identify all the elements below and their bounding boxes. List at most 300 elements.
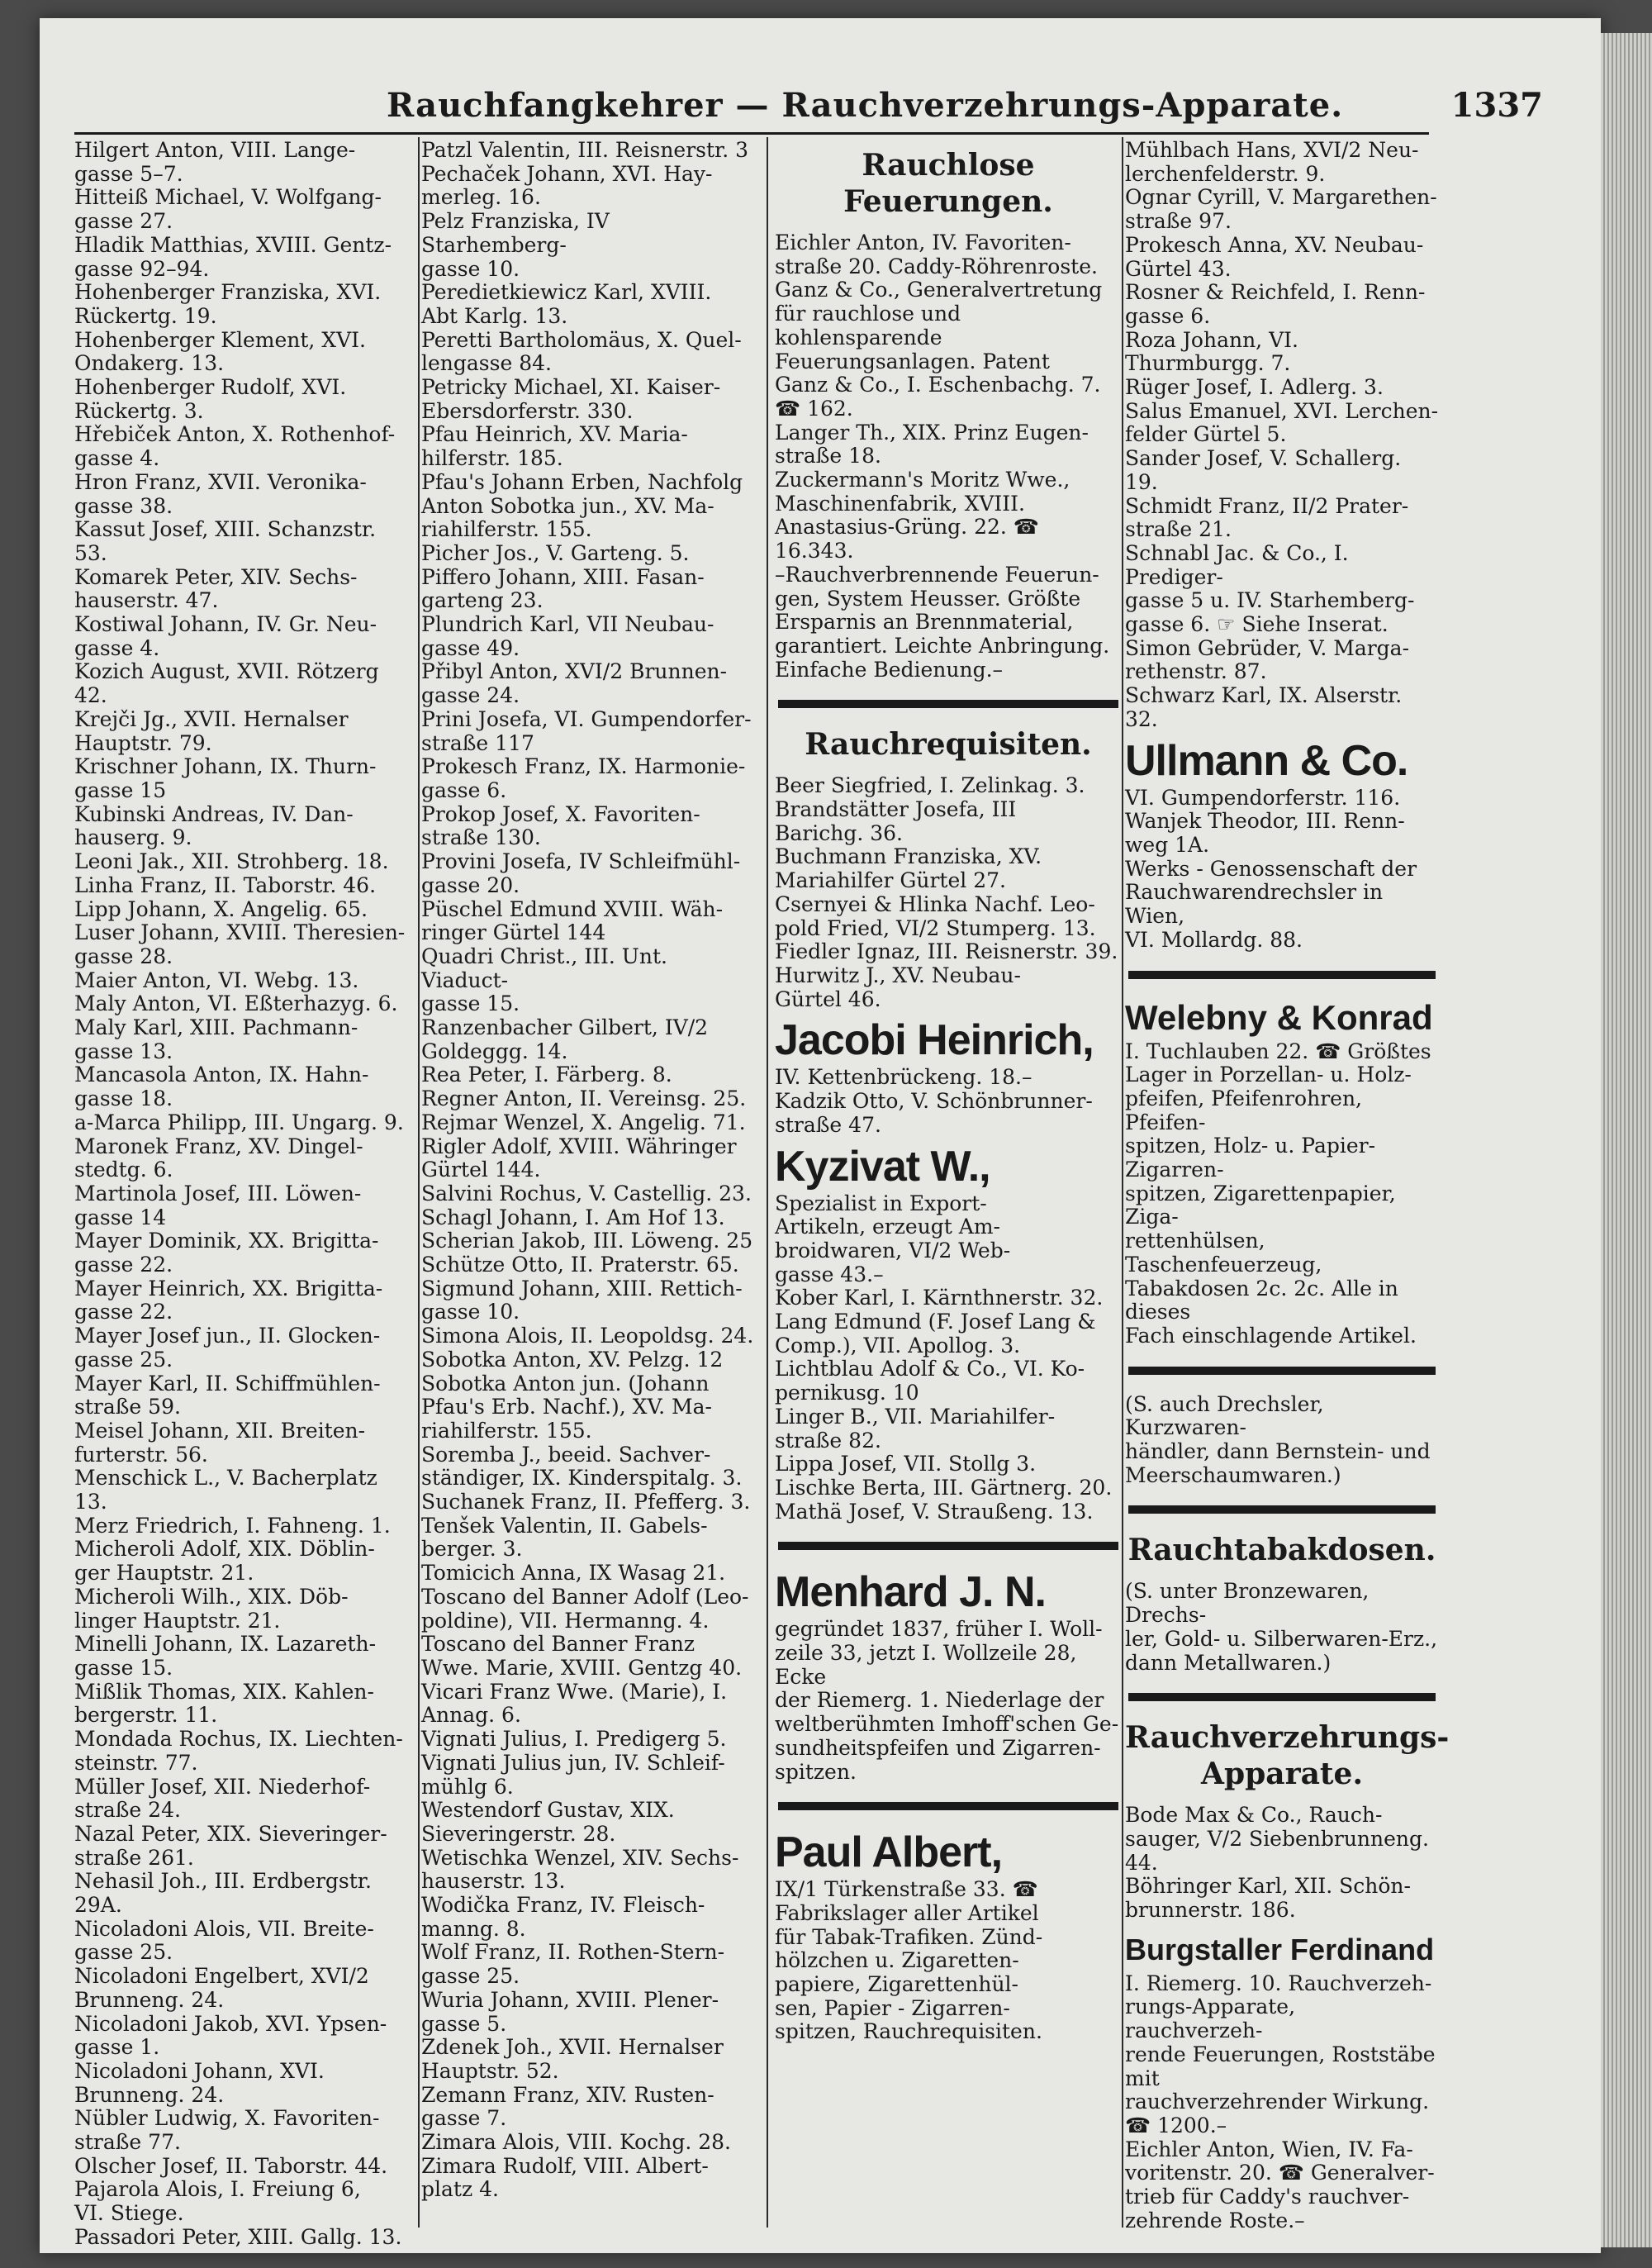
entry-line: Fach einschlagende Artikel. (1125, 1323, 1417, 1348)
entry-line: sauger, V/2 Siebenbrunneng. 44. (1125, 1826, 1429, 1875)
page-number: 1337 (1450, 86, 1543, 125)
entry-line: Passadori Peter, XIII. Gallg. 13. (74, 2224, 402, 2249)
entry-line: Pfau's Erb. Nachf.), XV. Ma- (421, 1395, 712, 1419)
entry-line: spitzen, Zigarettenpapier, Ziga- (1125, 1181, 1396, 1229)
entry-line: spitzen, Holz- u. Papier-Zigarren- (1125, 1134, 1376, 1182)
entry-list (775, 1192, 1122, 1524)
entry-line: Nicoladoni Johann, XVI. (74, 2058, 325, 2083)
entry-line: hauserstr. 13. (421, 1869, 566, 1894)
entry-line: Plundrich Karl, VII Neubau- (421, 612, 714, 637)
column-divider (418, 137, 420, 2228)
entry-line: Salus Emanuel, XVI. Lerchen- (1125, 398, 1439, 423)
separator-bar (1128, 971, 1436, 979)
entry-line: Mayer Josef jun., II. Glocken- (74, 1324, 381, 1348)
entry-line: Ebersdorferstr. 330. (421, 398, 634, 423)
entry-line: Martinola Josef, III. Löwen- (74, 1181, 362, 1205)
entry-line: straße 117 (421, 730, 534, 755)
entry-line: Krischner Johann, IX. Thurn- (74, 754, 377, 779)
entry-line: Artikeln, erzeugt Am- (775, 1215, 1000, 1239)
entry-line: gasse 27. (74, 209, 173, 234)
entry-line: Regner Anton, II. Vereinsg. 25. (421, 1086, 747, 1111)
entry-line: Rauchwarendrechsler in Wien, (1125, 880, 1384, 929)
entry-line: Picher Jos., V. Garteng. 5. (421, 540, 690, 565)
entry-line: Suchanek Franz, II. Pfefferg. 3. (421, 1490, 751, 1514)
entry-line: Tomicich Anna, IX Wasag 21. (421, 1561, 726, 1586)
entry-line: Lichtblau Adolf & Co., VI. Ko- (775, 1357, 1085, 1381)
entry-line: straße 59. (74, 1395, 181, 1419)
entry-line: Langer Th., XIX. Prinz Eugen- (775, 420, 1089, 445)
entry-line: rungs-Apparate, rauchverzeh- (1125, 1995, 1296, 2043)
entry-line: Piffero Johann, XIII. Fasan- (421, 564, 705, 589)
entry-line: straße 18. (775, 444, 881, 468)
entry-line: gen, System Heusser. Größte (775, 586, 1081, 611)
entry-line: Nicoladoni Engelbert, XVI/2 (74, 1964, 369, 1989)
entry-line: Roza Johann, VI. Thurmburgg. 7. (1125, 327, 1298, 376)
entry-line: Ganz & Co., I. Eschenbachg. 7. (775, 373, 1101, 397)
entry-line: a-Marca Philipp, III. Ungarg. 9. (74, 1110, 404, 1134)
separator-bar (778, 1542, 1118, 1550)
entry-line: hilferstr. 185. (421, 446, 563, 471)
entry-line: Müller Josef, XII. Niederhof- (74, 1774, 371, 1799)
entry-list (1125, 1040, 1439, 1348)
entry-line: Kostiwal Johann, IV. Gr. Neu- (74, 612, 377, 637)
entry-line: lerchenfelderstr. 9. (1125, 161, 1326, 186)
entry-line: Komarek Peter, XIV. Sechs- (74, 564, 358, 589)
entry-line: Kassut Josef, XIII. Schanzstr. 53. (74, 517, 377, 565)
entry-line: gasse 5 u. IV. Starhemberg- (1125, 588, 1415, 613)
entry-line: Zimara Rudolf, VIII. Albert- (421, 2153, 709, 2178)
entry-line: Peredietkiewicz Karl, XVIII. (421, 280, 712, 305)
entry-line: Zemann Franz, XIV. Rusten- (421, 2082, 714, 2107)
entry-line: Schmidt Franz, II/2 Prater- (1125, 493, 1409, 518)
entry-line: Werks - Genossenschaft der (1125, 856, 1417, 881)
entry-line: Comp.), VII. Apollog. 3. (775, 1333, 1021, 1357)
entry-line: gasse 28. (74, 944, 173, 968)
entry-line: für rauchlose und kohlensparende (775, 302, 961, 349)
separator-bar (1128, 1693, 1436, 1701)
entry-line: gasse 5–7. (74, 161, 183, 186)
advert-name: Jacobi Heinrich, (775, 1016, 1094, 1065)
entry-line: Ognar Cyrill, V. Margarethen- (1125, 185, 1437, 210)
entry-line: Püschel Edmund XVIII. Wäh- (421, 896, 724, 921)
entry-line: lengasse 84. (421, 351, 552, 376)
entry-line: Beer Siegfried, I. Zelinkag. 3. (775, 773, 1085, 798)
header-rule (74, 132, 1429, 135)
entry-line: gasse 7. (421, 2106, 507, 2131)
entry-line: Lager in Porzellan- u. Holz- (1125, 1063, 1412, 1087)
entry-line: Rea Peter, I. Färberg. 8. (421, 1063, 672, 1087)
entry-line: papiere, Zigarettenhül- (775, 1972, 1018, 1997)
entry-line: Prokop Josef, X. Favoriten- (421, 801, 700, 826)
entry-line: garantiert. Leichte Anbringung. (775, 633, 1110, 658)
entry-line: Böhringer Karl, XII. Schön- (1125, 1874, 1411, 1899)
entry-list (775, 1066, 1122, 1137)
entry-line: Hohenberger Klement, XVI. (74, 327, 366, 352)
entry-line: Fiedler Ignaz, III. Reisnerstr. 39. (775, 939, 1118, 964)
entry-line: Tenšek Valentin, II. Gabels- (421, 1513, 708, 1538)
entry-line: Wanjek Theodor, III. Renn- (1125, 809, 1405, 834)
entry-line: Rigler Adolf, XVIII. Währinger (421, 1134, 737, 1158)
entry-line: straße 97. (1125, 209, 1232, 234)
entry-line: (S. auch Drechsler, Kurzwaren- (1125, 1391, 1324, 1440)
entry-line: Sobotka Anton, XV. Pelzg. 12 (421, 1347, 724, 1372)
entry-line: Prokesch Franz, IX. Harmonie- (421, 754, 746, 779)
entry-line: Quadri Christ., III. Unt. Viaduct- (421, 944, 667, 992)
entry-line: Gürtel 43. (1125, 256, 1232, 281)
entry-line: Pechaček Johann, XVI. Hay- (421, 161, 713, 186)
entry-line: spitzen. (775, 1759, 857, 1784)
entry-line: Vignati Julius, I. Predigerg 5. (421, 1727, 727, 1752)
entry-line: linger Hauptstr. 21. (74, 1608, 281, 1633)
advert-name: Burgstaller Ferdinand (1125, 1932, 1435, 1966)
entry-line: Přibyl Anton, XVI/2 Brunnen- (421, 659, 728, 684)
entry-line: Csernyei & Hlinka Nachf. Leo- (775, 892, 1095, 916)
entry-line: Schütze Otto, II. Praterstr. 65. (421, 1253, 739, 1277)
entry-line: rettenhülsen, Taschenfeuerzeug, (1125, 1229, 1322, 1277)
entry-line: Rosner & Reichfeld, I. Renn- (1125, 280, 1426, 305)
entry-line: Hohenberger Franziska, XVI. (74, 280, 382, 305)
entry-line: Nicoladoni Alois, VII. Breite- (74, 1916, 374, 1941)
entry-line: Salvini Rochus, V. Castellig. 23. (421, 1181, 752, 1205)
section-heading: Rauchrequisiten. (805, 727, 1092, 763)
entry-line: gasse 38. (74, 493, 173, 518)
entry-line: voritenstr. 20. ☎ Generalver- (1125, 2161, 1435, 2185)
entry-list (775, 1618, 1122, 1784)
entry-line: steinstr. 77. (74, 1750, 198, 1775)
entry-list (775, 774, 1122, 1011)
entry-line: pold Fried, VI/2 Stumperg. 13. (775, 915, 1096, 940)
entry-line: Bode Max & Co., Rauch- (1125, 1803, 1383, 1828)
page-header (40, 79, 1543, 134)
entry-line: Kozich August, XVII. Rötzerg 42. (74, 659, 379, 708)
entry-line: Westendorf Gustav, XIX. (421, 1798, 675, 1823)
entry-line: Sobotka Anton jun. (Johann (421, 1371, 710, 1396)
entry-line: der Riemerg. 1. Niederlage der (775, 1688, 1104, 1713)
entry-line: I. Tuchlauben 22. ☎ Größtes (1125, 1039, 1431, 1063)
entry-line: Maschinenfabrik, XVIII. (775, 491, 1026, 516)
entry-line: gasse 25. (74, 1347, 173, 1372)
entry-list (1125, 1804, 1439, 1923)
entry-line: Zdenek Joh., XVII. Hernalser (421, 2035, 724, 2060)
entry-line: Lippa Josef, VII. Stollg 3. (775, 1452, 1037, 1476)
entry-line: furterstr. 56. (74, 1442, 208, 1467)
entry-line: Lang Edmund (F. Josef Lang & (775, 1310, 1096, 1334)
entry-line: felder Gürtel 5. (1125, 422, 1287, 447)
entry-line: Wuria Johann, XVIII. Plener- (421, 1987, 719, 2012)
entry-line: für Tabak-Trafiken. Zünd- (775, 1924, 1043, 1949)
entry-line: Anton Sobotka jun., XV. Ma- (421, 493, 714, 518)
entry-line: brunnerstr. 186. (1125, 1898, 1296, 1923)
entry-line: Pelz Franziska, IV Starhemberg- (421, 209, 610, 257)
entry-line: Spezialist in Export- (775, 1191, 987, 1215)
entry-line: Mondada Rochus, IX. Liechten- (74, 1727, 403, 1752)
column-divider (767, 137, 768, 2228)
entry-line: Krejči Jg., XVII. Hernalser (74, 706, 349, 731)
entry-line: Schagl Johann, I. Am Hof 13. (421, 1205, 725, 1229)
entry-line: Maly Karl, XIII. Pachmann- (74, 1015, 358, 1040)
entry-line: Soremba J., beeid. Sachver- (421, 1442, 711, 1467)
entry-line: Brunneng. 24. (74, 1987, 225, 2012)
entry-line: Scherian Jakob, III. Löweng. 25 (421, 1229, 753, 1253)
entry-line: Micheroli Wilh., XIX. Döb- (74, 1584, 349, 1609)
entry-line: Pfau's Johann Erben, Nachfolg (421, 469, 743, 494)
column-1 (74, 139, 415, 2250)
entry-line: Hohenberger Rudolf, XVI. (74, 375, 347, 400)
entry-line: gasse 15. (421, 991, 520, 1016)
entry-line: Kober Karl, I. Kärnthnerstr. 32. (775, 1286, 1104, 1310)
section-heading: Rauchverzehrungs- (1125, 1720, 1450, 1756)
entry-line: Leoni Jak., XII. Strohberg. 18. (74, 849, 389, 874)
entry-line: Wolf Franz, II. Rothen-Stern- (421, 1940, 725, 1965)
entry-line: merleg. 16. (421, 185, 541, 210)
separator-bar (778, 1802, 1118, 1810)
entry-line: Prokesch Anna, XV. Neubau- (1125, 232, 1424, 257)
entry-line: Ondakerg. 13. (74, 351, 225, 376)
entry-line: straße 47. (775, 1112, 881, 1137)
column-3 (775, 139, 1122, 2044)
entry-line: Mathä Josef, V. Straußeng. 13. (775, 1499, 1094, 1524)
entry-line: Kubinski Andreas, IV. Dan- (74, 801, 354, 826)
entry-line: Maly Anton, VI. Eßterhazyg. 6. (74, 991, 398, 1016)
entry-line: ständiger, IX. Kinderspitalg. 3. (421, 1466, 743, 1491)
entry-line: Pfau Heinrich, XV. Maria- (421, 422, 688, 447)
entry-line: Eichler Anton, Wien, IV. Fa- (1125, 2137, 1413, 2161)
entry-list (775, 1878, 1122, 2044)
entry-line: Linger B., VII. Mariahilfer- (775, 1404, 1056, 1429)
entry-line: rende Feuerungen, Roststäbe mit (1125, 2042, 1436, 2090)
entry-line: pfeifen, Pfeifenrohren, Pfeifen- (1125, 1086, 1362, 1134)
entry-line: Mayer Heinrich, XX. Brigitta- (74, 1276, 383, 1300)
entry-list (775, 231, 1122, 682)
entry-line: Maier Anton, VI. Webg. 13. (74, 968, 359, 992)
entry-line: VI. Mollardg. 88. (1125, 927, 1303, 952)
entry-line: Gürtel 144. (421, 1158, 541, 1182)
entry-line: Ranzenbacher Gilbert, IV/2 (421, 1015, 709, 1040)
entry-line: gasse 4. (74, 635, 160, 660)
entry-line: hauserstr. 47. (74, 588, 219, 613)
entry-line: hauserg. 9. (74, 825, 192, 850)
entry-line: Barichg. 36. (775, 820, 903, 845)
advert-name: Kyzivat W., (775, 1142, 990, 1191)
entry-line: Hron Franz, XVII. Veronika- (74, 469, 367, 494)
entry-line: Wetischka Wenzel, XIV. Sechs- (421, 1845, 739, 1870)
entry-line: Mayer Karl, II. Schiffmühlen- (74, 1371, 381, 1396)
entry-line: straße 261. (74, 1845, 194, 1870)
entry-line: Rückertg. 3. (74, 398, 204, 423)
entry-line: Lischke Berta, III. Gärtnerg. 20. (775, 1475, 1113, 1500)
entry-line: Wodička Franz, IV. Fleisch- (421, 1893, 705, 1918)
entry-line: gasse 10. (421, 256, 520, 281)
entry-line: Provini Josefa, IV Schleifmühl- (421, 849, 741, 874)
entry-line: Schnabl Jac. & Co., I. Prediger- (1125, 540, 1349, 589)
separator-bar (778, 700, 1118, 708)
entry-line: Simon Gebrüder, V. Marga- (1125, 635, 1410, 660)
entry-line: Maronek Franz, XV. Dingel- (74, 1134, 363, 1158)
entry-line: Hauptstr. 52. (421, 2058, 559, 2083)
entry-line: Hurwitz J., XV. Neubau- (775, 963, 1021, 987)
entry-line: gasse 24. (421, 683, 520, 708)
entry-line: Toscano del Banner Adolf (Leo- (421, 1584, 749, 1609)
entry-line: Micheroli Adolf, XIX. Döblin- (74, 1537, 375, 1562)
entry-line: Abt Karlg. 13. (421, 303, 568, 328)
entry-line: Fabrikslager aller Artikel (775, 1900, 1039, 1925)
entry-line: gegründet 1837, früher I. Woll- (775, 1617, 1103, 1642)
entry-line: dann Metallwaren.) (1125, 1650, 1332, 1675)
entry-line: Toscano del Banner Franz (421, 1632, 695, 1657)
entry-line: Anastasius-Grüng. 22. ☎ 16.343. (775, 515, 1039, 563)
book-page-edges (1601, 33, 1652, 2247)
entry-line: Mayer Dominik, XX. Brigitta- (74, 1229, 379, 1253)
entry-line: Olscher Josef, II. Taborstr. 44. (74, 2153, 388, 2178)
entry-line: Minelli Johann, IX. Lazareth- (74, 1632, 377, 1657)
entry-line: stedtg. 6. (74, 1158, 173, 1182)
entry-line: Rejmar Wenzel, X. Angelig. 71. (421, 1110, 746, 1134)
entry-line: straße 21. (1125, 517, 1232, 542)
entry-line: poldine), VII. Hermanng. 4. (421, 1608, 710, 1633)
entry-line: Buchmann Franziska, XV. (775, 844, 1042, 869)
entry-line: manng. 8. (421, 1916, 526, 1941)
entry-line: Rüger Josef, I. Adlerg. 3. (1125, 375, 1384, 400)
entry-line: Annag. 6. (421, 1703, 521, 1728)
entry-line: Mißlik Thomas, XIX. Kahlen- (74, 1679, 374, 1704)
entry-line: Petricky Michael, XI. Kaiser- (421, 375, 721, 400)
entry-line: Brunneng. 24. (74, 2082, 225, 2107)
entry-line: gasse 6. (421, 777, 507, 802)
entry-line: spitzen, Rauchrequisiten. (775, 2019, 1042, 2044)
entry-line: Peretti Bartholomäus, X. Quel- (421, 327, 742, 352)
advert-name: Menhard J. N. (775, 1568, 1046, 1617)
entry-line: händler, dann Bernstein- und (1125, 1439, 1431, 1464)
entry-line: Wwe. Marie, XVIII. Gentzg 40. (421, 1656, 743, 1680)
entry-line: straße 20. Caddy-Röhrenroste. (775, 254, 1098, 278)
entry-line: gasse 13. (74, 1039, 173, 1063)
entry-line: Luser Johann, XVIII. Theresien- (74, 920, 406, 945)
entry-line: Sigmund Johann, XIII. Rettich- (421, 1276, 743, 1300)
entry-line: rauchverzehrender Wirkung. (1125, 2090, 1430, 2114)
entry-line: Hladik Matthias, XVIII. Gentz- (74, 232, 392, 257)
entry-line: Ersparnis an Brennmaterial, (775, 610, 1074, 635)
entry-line: broidwaren, VI/2 Web- (775, 1238, 1011, 1262)
column-divider (1122, 137, 1123, 2228)
entry-line: Feuerungsanlagen. Patent (775, 349, 1050, 373)
entry-line: Nazal Peter, XIX. Sieveringer- (74, 1821, 387, 1846)
entry-line: gasse 22. (74, 1300, 173, 1324)
section-heading: Apparate. (1201, 1757, 1363, 1792)
entry-line: Gürtel 46. (775, 987, 881, 1011)
entry-line: hölzchen u. Zigaretten- (775, 1948, 1019, 1973)
entry-line: Zuckermann's Moritz Wwe., (775, 468, 1070, 492)
entry-line: mühlg 6. (421, 1774, 514, 1799)
entry-line: sundheitspfeifen und Zigarren- (775, 1735, 1101, 1760)
entry-line: Mancasola Anton, IX. Hahn- (74, 1063, 369, 1087)
entry-line: Meisel Johann, XII. Breiten- (74, 1418, 366, 1443)
entry-line: riahilferstr. 155. (421, 517, 592, 542)
entry-line: gasse 5. (421, 2011, 507, 2036)
entry-line: platz 4. (421, 2177, 499, 2202)
entry-line: Zimara Alois, VIII. Kochg. 28. (421, 2130, 731, 2155)
entry-line: IX/1 Türkenstraße 33. ☎ (775, 1877, 1038, 1902)
note (1125, 1580, 1439, 1675)
entry-line: ☎ 1200.– (1125, 2113, 1227, 2137)
entry-line: Hauptstr. 79. (74, 730, 212, 755)
entry-line: ☎ 162. (775, 396, 853, 421)
entry-line: Goldeggg. 14. (421, 1039, 568, 1063)
entry-list (1125, 139, 1439, 732)
entry-line: gasse 22. (74, 1253, 173, 1277)
entry-line: –Rauchverbrennende Feuerun- (775, 562, 1099, 587)
entry-line: Sander Josef, V. Schallerg. 19. (1125, 446, 1402, 494)
entry-line: gasse 6. ☞ Siehe Inserat. (1125, 612, 1389, 637)
entry-line: Vicari Franz Wwe. (Marie), I. (421, 1679, 728, 1704)
column-4 (1125, 138, 1450, 2233)
entry-line: Nübler Ludwig, X. Favoriten- (74, 2106, 380, 2131)
entry-line: Hřebiček Anton, X. Rothenhof- (74, 422, 396, 447)
entry-line: berger. 3. (421, 1537, 523, 1562)
entry-line: zeile 33, jetzt I. Wollzeile 28, Ecke (775, 1641, 1077, 1689)
entry-line: riahilferstr. 155. (421, 1418, 592, 1443)
entry-line: zehrende Roste.– (1125, 2208, 1305, 2232)
entry-line: gasse 92–94. (74, 256, 210, 281)
entry-line: Linha Franz, II. Taborstr. 46. (74, 872, 377, 897)
separator-bar (1128, 1367, 1436, 1375)
entry-line: Tabakdosen 2c. 2c. Alle in dieses (1125, 1276, 1398, 1324)
entry-line: Einfache Bedienung.– (775, 657, 1004, 682)
entry-line: bergerstr. 11. (74, 1703, 218, 1728)
entry-line: Mariahilfer Gürtel 27. (775, 868, 1006, 893)
entry-line: Schwarz Karl, IX. Alserstr. 32. (1125, 683, 1403, 731)
entry-line: garteng 23. (421, 588, 544, 613)
entry-line: gasse 6. (1125, 303, 1211, 328)
entry-line: Meerschaumwaren.) (1125, 1462, 1341, 1487)
entry-line: IV. Kettenbrückeng. 18.– (775, 1065, 1032, 1090)
entry-line: Nicoladoni Jakob, XVI. Ypsen- (74, 2011, 387, 2036)
entry-line: weltberühmten Imhoff'schen Ge- (775, 1712, 1119, 1737)
entry-line: Lipp Johann, X. Angelig. 65. (74, 896, 368, 921)
entry-line: ringer Gürtel 144 (421, 920, 606, 945)
entry-line: gasse 4. (74, 446, 160, 471)
section-heading: Rauchtabakdosen. (1127, 1533, 1436, 1568)
entry-line: Hitteiß Michael, V. Wolfgang- (74, 185, 382, 210)
entry-line: gasse 10. (421, 1300, 520, 1324)
entry-line: Sieveringerstr. 28. (421, 1821, 616, 1846)
entry-line: Pajarola Alois, I. Freiung 6, (74, 2177, 361, 2202)
entry-line: Rückertg. 19. (74, 303, 217, 328)
entry-line: gasse 49. (421, 635, 520, 660)
entry-list (1125, 787, 1439, 953)
advert-name: Paul Albert, (775, 1828, 1003, 1877)
entry-line: VI. Gumpendorferstr. 116. (1125, 785, 1401, 810)
entry-line: Vignati Julius jun, IV. Schleif- (421, 1750, 725, 1775)
entry-line: gasse 1. (74, 2035, 160, 2060)
entry-line: (S. unter Bronzewaren, Drechs- (1125, 1579, 1370, 1628)
entry-line: rethenstr. 87. (1125, 659, 1267, 684)
entry-line: I. Riemerg. 10. Rauchverzeh- (1125, 1971, 1432, 1995)
entry-line: straße 82. (775, 1428, 881, 1453)
advert-name: Welebny & Konrad (1125, 997, 1433, 1037)
entry-line: weg 1A. (1125, 832, 1210, 857)
entry-line: straße 77. (74, 2130, 181, 2155)
separator-bar (1128, 1505, 1436, 1514)
entry-line: trieb für Caddy's rauchver- (1125, 2185, 1410, 2209)
entry-line: Hilgert Anton, VIII. Lange- (74, 138, 356, 162)
entry-line: ler, Gold- u. Silberwaren-Erz., (1125, 1626, 1438, 1651)
entry-line: gasse 15 (74, 777, 167, 802)
entry-line: gasse 25. (74, 1940, 173, 1965)
entry-line: gasse 20. (421, 872, 520, 897)
entry-line: Mühlbach Hans, XVI/2 Neu- (1125, 138, 1419, 162)
entry-line: straße 130. (421, 825, 541, 850)
entry-line: Merz Friedrich, I. Fahneng. 1. (74, 1513, 391, 1538)
